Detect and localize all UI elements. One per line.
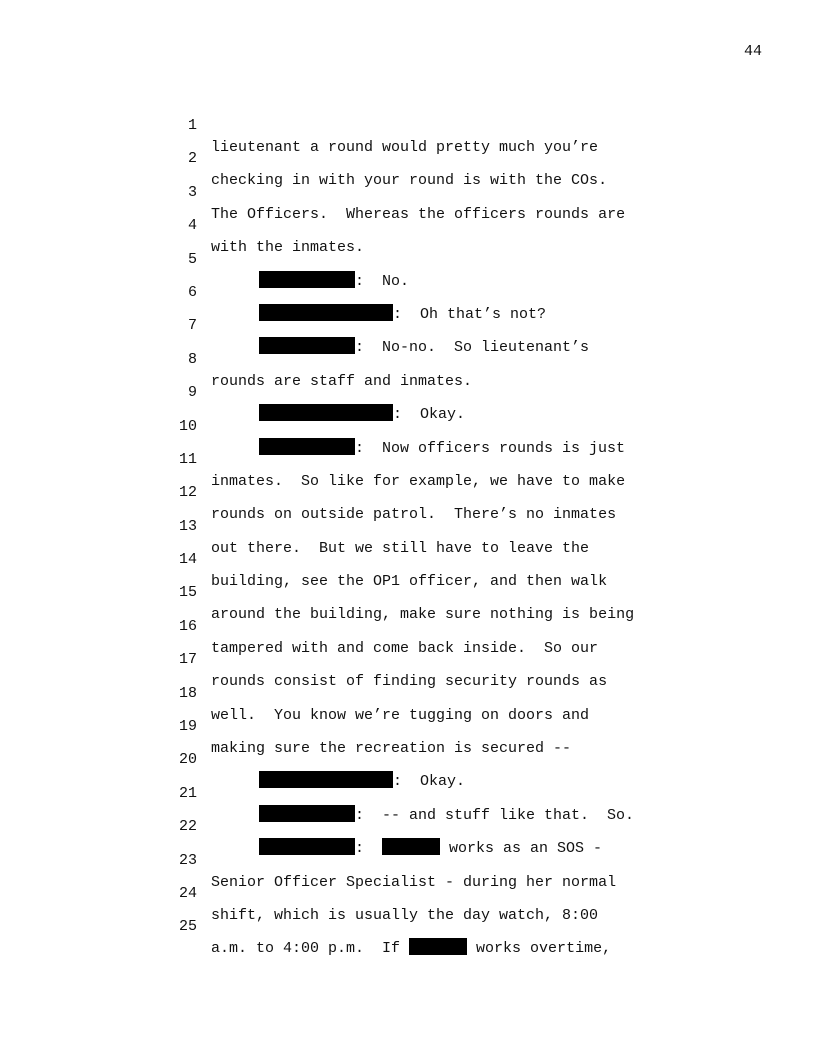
transcript-line: [176, 193, 365, 257]
line-text: works as an SOS -: [440, 840, 603, 858]
line-number: 9: [187, 384, 197, 402]
line-number: 23: [178, 851, 197, 869]
line-number: 8: [187, 350, 197, 368]
line-number: 16: [178, 617, 197, 635]
redaction-block: [259, 771, 393, 788]
line-text: :: [355, 840, 383, 858]
line-text: making sure the recreation is secured --: [211, 740, 572, 758]
transcript-line: [176, 93, 599, 156]
line-number: 7: [187, 317, 197, 335]
line-number: 10: [178, 417, 197, 435]
speaker-line: [259, 304, 546, 326]
redaction-block: [259, 337, 355, 354]
line-text: : Okay.: [393, 773, 466, 791]
line-number: 18: [178, 684, 197, 702]
line-text: inmates. So like for example, we have to make: [211, 472, 626, 490]
line-text: rounds are staff and inmates.: [211, 372, 473, 390]
redaction-block: [259, 838, 355, 855]
line-text: rounds on outside patrol. There’s no inmates: [211, 506, 617, 524]
line-text: : Oh that’s not?: [393, 305, 547, 323]
line-text: : No-no. So lieutenant’s: [355, 339, 590, 357]
line-text: lieutenant a round would pretty much you’re: [211, 139, 599, 156]
line-text: : Now officers rounds is just: [355, 439, 626, 457]
line-number: 13: [178, 517, 197, 535]
line-text: : Okay.: [393, 406, 466, 424]
line-number: 1: [187, 117, 197, 134]
speaker-line: [259, 271, 409, 293]
page-number: 44: [743, 43, 762, 60]
line-text: out there. But we still have to leave the: [211, 539, 590, 557]
line-text: around the building, make sure nothing is being: [211, 606, 635, 624]
line-text: works overtime,: [467, 940, 612, 958]
speaker-line: [259, 838, 602, 860]
line-number: 22: [178, 818, 197, 836]
line-number: 6: [187, 283, 197, 301]
line-text: Senior Officer Specialist - during her normal: [211, 873, 617, 891]
line-number: 12: [178, 484, 197, 502]
redaction-block: [259, 438, 355, 455]
line-text: : -- and stuff like that. So.: [355, 806, 635, 824]
redaction-block: [259, 805, 355, 822]
line-text: well. You know we’re tugging on doors and: [211, 706, 590, 724]
line-number: 2: [187, 150, 197, 168]
line-text: with the inmates.: [211, 239, 365, 257]
speaker-line: [259, 438, 625, 460]
line-text: The Officers. Whereas the officers rounds are: [211, 205, 626, 223]
line-number: 11: [178, 450, 197, 468]
line-number: 21: [178, 784, 197, 802]
line-text: : No.: [355, 272, 410, 290]
line-number: 19: [178, 718, 197, 736]
line-text: building, see the OP1 officer, and then walk: [211, 573, 608, 591]
line-text: tampered with and come back inside. So our: [211, 639, 599, 657]
speaker-line: [259, 805, 634, 827]
line-number: 24: [178, 884, 197, 902]
line-number: 4: [187, 217, 197, 235]
redaction-block: [409, 938, 467, 955]
transcript: [176, 93, 635, 958]
line-number: 5: [187, 250, 197, 268]
line-text-with-redaction: [211, 938, 611, 960]
line-text: a.m. to 4:00 p.m. If: [211, 940, 410, 958]
line-number: 3: [187, 183, 197, 201]
line-number: 15: [178, 584, 197, 602]
redaction-block: [259, 271, 355, 288]
line-text: rounds consist of finding security rounds as: [211, 673, 608, 691]
speaker-line: [259, 337, 589, 359]
speaker-line: [259, 404, 465, 426]
speaker-line: [259, 771, 465, 793]
line-text: checking in with your round is with the COs.: [211, 172, 608, 190]
line-number: 17: [178, 651, 197, 669]
transcript-line: [176, 260, 547, 323]
redaction-block: [259, 304, 393, 321]
line-text: shift, which is usually the day watch, 8:00: [211, 906, 599, 924]
redaction-block: [259, 404, 393, 421]
line-number: 20: [178, 751, 197, 769]
line-number: 14: [178, 551, 197, 569]
redaction-block: [382, 838, 440, 855]
line-number: 25: [178, 918, 197, 936]
